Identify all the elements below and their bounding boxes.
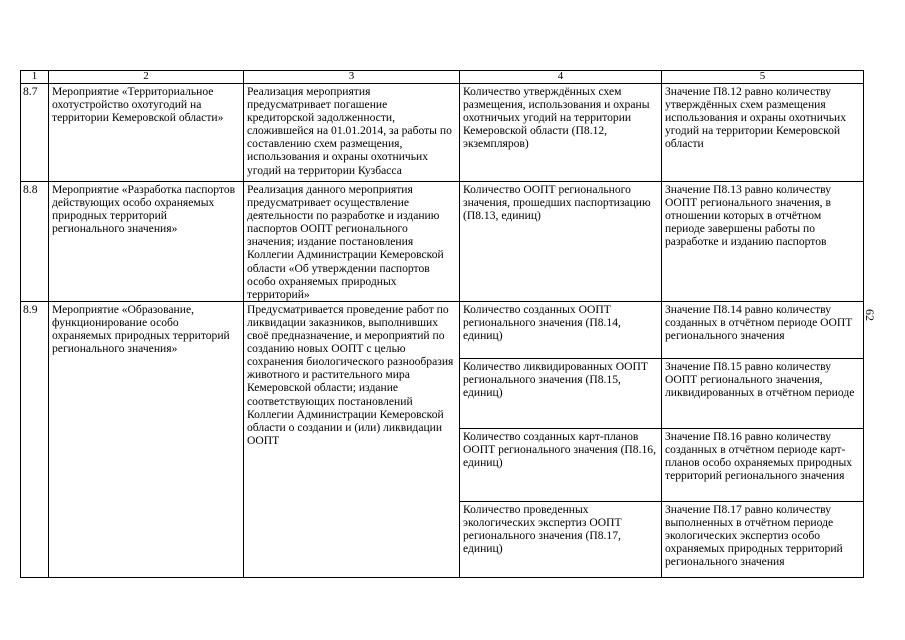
table-row	[21, 84, 864, 182]
indicator-name: Количество созданных ООПТ регионального значения (П8.14, единиц)	[460, 301, 662, 358]
column-header: 4	[460, 71, 662, 84]
header-row	[21, 71, 864, 84]
indicator-name: Количество ликвидированных ООПТ регионального значения (П8.15, единиц)	[460, 358, 662, 428]
column-header: 5	[662, 71, 864, 84]
event-name: Мероприятие «Территориальное охотустройство охотугодий на территории Кемеровской области»	[49, 84, 244, 182]
indicator-value: Значение П8.13 равно количеству ООПТ регионального значения, в отношении которых в отчётном периоде завершены работы по разработке и изданию паспортов	[662, 182, 864, 302]
indicator-name: Количество утверждённых схем размещения, использования и охраны охотничьих угодий на территории Кемеровской области (П8.12, экземпляров)	[460, 84, 662, 182]
indicator-name: Количество проведенных экологических экспертиз ООПТ регионального значения (П8.17, единиц)	[460, 501, 662, 577]
indicator-value: Значение П8.12 равно количеству утверждённых схем размещения использования и охраны охотничьих угодий на территории Кемеровской области	[662, 84, 864, 182]
column-header: 3	[244, 71, 460, 84]
event-description: Предусматривается проведение работ по ликвидации заказников, выполнивших своё предназначение, и мероприятий по созданию новых ООПТ с целью сохранения биологического разнообразия животного и растительного мира Кемеровской области; издание соответствующих постановлений Коллегии Администрации Кемеровской области о создании и (или) ликвидации ООПТ	[244, 301, 460, 577]
page-number: 62	[863, 309, 877, 321]
indicator-table	[20, 70, 864, 578]
table-row	[21, 182, 864, 302]
indicator-value: Значение П8.17 равно количеству выполненных в отчётном периоде экологических экспертиз особо охраняемых природных территорий регионального значения	[662, 501, 864, 577]
column-header: 1	[21, 71, 49, 84]
column-header: 2	[49, 71, 244, 84]
indicator-name: Количество ООПТ регионального значения, прошедших паспортизацию (П8.13, единиц)	[460, 182, 662, 302]
event-name: Мероприятие «Разработка паспортов действующих особо охраняемых природных территорий регионального значения»	[49, 182, 244, 302]
indicator-name: Количество созданных карт-планов ООПТ регионального значения (П8.16, единиц)	[460, 428, 662, 501]
table-row	[21, 301, 864, 358]
indicator-value: Значение П8.16 равно количеству созданных в отчётном периоде карт-планов особо охраняемых природных территорий регионального значения	[662, 428, 864, 501]
event-description: Реализация мероприятия предусматривает погашение кредиторской задолженности, сложившейся на 01.01.2014, за работы по составлению схем размещения, использования и охраны охотничьих угодий на территории Кузбасса	[244, 84, 460, 182]
indicator-value: Значение П8.15 равно количеству ООПТ регионального значения, ликвидированных в отчётном периоде	[662, 358, 864, 428]
event-name: Мероприятие «Образование, функционирование особо охраняемых природных территорий регионального значения»	[49, 301, 244, 577]
row-number: 8.7	[21, 84, 49, 182]
row-number: 8.9	[21, 301, 49, 577]
event-description: Реализация данного мероприятия предусматривает осуществление деятельности по разработке и изданию паспортов ООПТ регионального значения; издание постановления Коллегии Администрации Кемеровской области «Об утверждении паспортов особо охраняемых природных территорий»	[244, 182, 460, 302]
row-number: 8.8	[21, 182, 49, 302]
indicator-value: Значение П8.14 равно количеству созданных в отчётном периоде ООПТ регионального значения	[662, 301, 864, 358]
